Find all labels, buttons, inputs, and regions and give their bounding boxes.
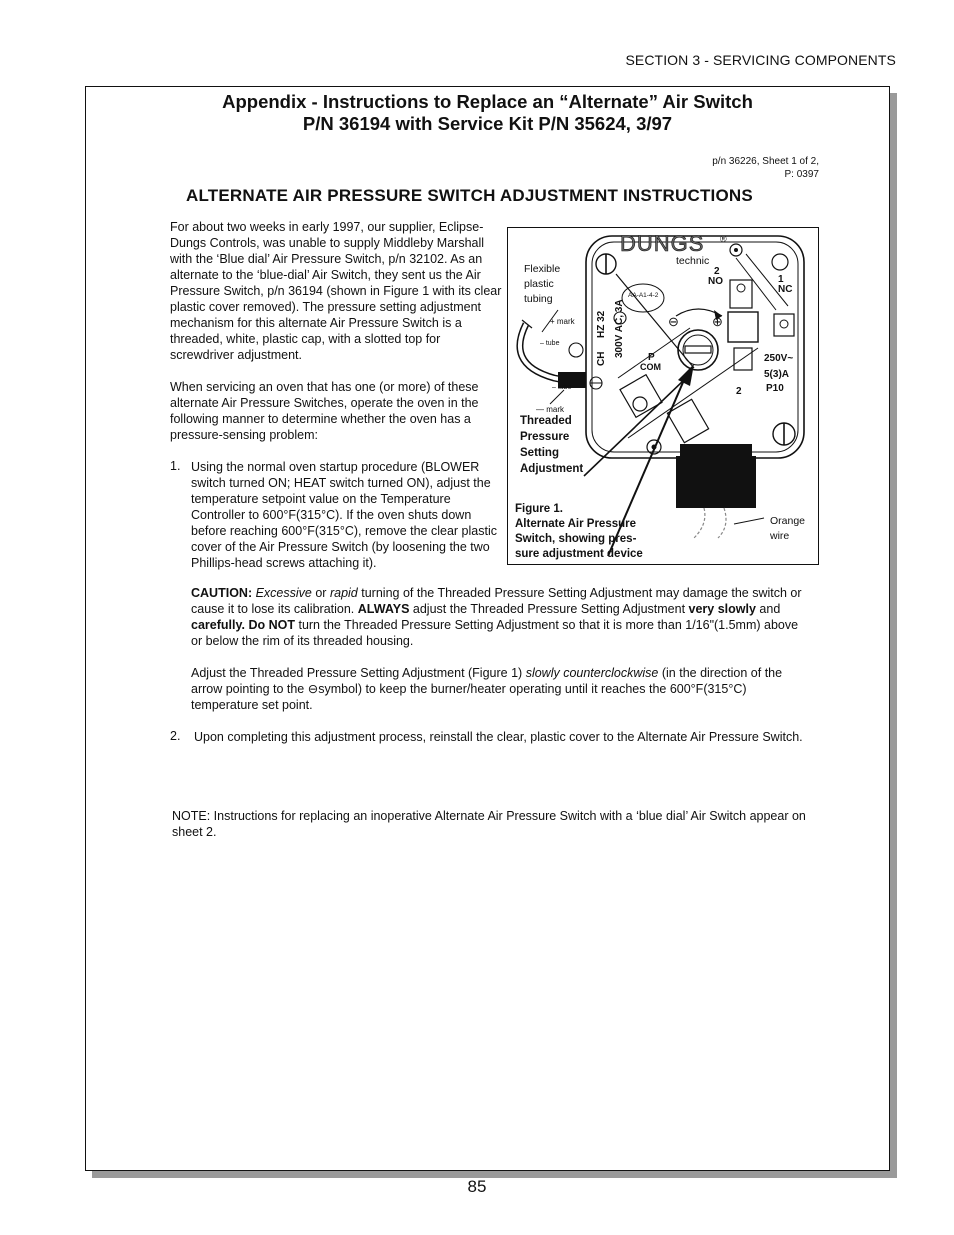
- label-terminal-1: 1: [778, 274, 784, 285]
- caution-or: or: [315, 586, 327, 600]
- step1-text: Using the normal oven startup procedure (BLOWER switch turned ON; HEAT switch turned ON), adjust the temperature setpoint value on the Temperature Controller to 600°F(315°C). If the oven shuts down before reaching 600°F(315°C), remove the clear plastic cover of the Air Pressure Switch (by loosening the two Phillips-head screws attaching it).: [191, 460, 497, 570]
- label-tubing: tubing: [524, 293, 553, 305]
- step2-text: Upon completing this adjustment process, reinstall the clear, plastic cover to the Alternate Air Pressure Switch.: [194, 730, 803, 744]
- caution-rapid: rapid: [329, 586, 358, 600]
- caution-text-b: adjust the Threaded Pressure Setting Adjustment: [412, 602, 686, 616]
- label-adjustment: Adjustment: [520, 463, 584, 475]
- registered-mark: ®: [720, 234, 727, 244]
- figure-caption: [515, 502, 643, 562]
- doc-ref-line1: p/n 36226, Sheet 1 of 2,: [712, 156, 819, 167]
- label-tube-bottom: – tube: [552, 384, 572, 391]
- caption-line1: Figure 1.: [515, 503, 563, 515]
- plus-icon: ⊕: [712, 314, 723, 329]
- brand-sub: technic: [676, 255, 710, 267]
- caption-line3: Switch, showing pres-: [515, 533, 637, 545]
- minus-icon: ⊖: [668, 314, 679, 329]
- label-threaded: Threaded: [520, 415, 572, 427]
- dungs-logo: DUNGS: [620, 231, 705, 256]
- caution-text-c: turn the Threaded Pressure Setting Adjustment so that it is more than 1/16"(1.5mm) above or below the rim of its threaded housing.: [191, 618, 799, 648]
- caution-and: and: [759, 602, 781, 616]
- label-tube-top: – tube: [540, 340, 560, 347]
- label-dash-2: 2: [736, 386, 742, 397]
- label-53a: 5(3)A: [764, 369, 790, 380]
- step1-number: 1.: [170, 459, 181, 473]
- caution-very-slowly: very slowly: [688, 602, 756, 616]
- caution-excessive: Excessive: [255, 586, 312, 600]
- label-terminal-com: COM: [640, 362, 661, 372]
- label-minus-mark: — mark: [536, 405, 564, 414]
- label-250v: 250V~: [764, 353, 794, 364]
- section-header: SECTION 3 - SERVICING COMPONENTS: [625, 52, 896, 68]
- caution-text-a: turning of the Threaded Pressure Setting Adjustment may damage the switch or cause it to lose its calibration.: [191, 586, 802, 616]
- adjust-text-b: (in the direction of the arrow pointing to the: [191, 666, 783, 696]
- caption-line2: Alternate Air Pressure: [515, 518, 637, 530]
- label-ch: CH: [596, 351, 607, 366]
- caution-label: CAUTION:: [191, 586, 253, 600]
- screw-top-right: [772, 254, 788, 270]
- label-p10: P10: [766, 383, 784, 394]
- label-terminal-no: NO: [708, 276, 723, 287]
- caution-always: ALWAYS: [357, 602, 410, 616]
- page-number: 85: [467, 1177, 487, 1196]
- page-frame: [85, 86, 890, 1171]
- terminal-block: [728, 312, 758, 342]
- adjust-italic: slowly counterclockwise: [525, 666, 659, 680]
- label-voltage: 300V AC, 3A: [614, 299, 625, 358]
- step2-number: 2.: [170, 729, 181, 743]
- label-terminal-p: P: [648, 352, 655, 363]
- servicing-paragraph: When servicing an oven that has one (or more) of these alternate Air Pressure Switches, operate the oven in the following manner to determine whether the oven has a pressure-sensing problem:: [170, 380, 479, 442]
- wire-connector-block: [676, 456, 756, 508]
- adjust-text-a: Adjust the Threaded Pressure Setting Adjustment (Figure 1): [191, 666, 523, 680]
- main-title: ALTERNATE AIR PRESSURE SWITCH ADJUSTMENT INSTRUCTIONS: [186, 186, 753, 205]
- label-rating: AA-A1-4-2: [628, 292, 659, 299]
- caution-do-not: Do NOT: [248, 618, 295, 632]
- caption-line4: sure adjustment device: [515, 548, 643, 560]
- doc-ref-line2: P: 0397: [784, 169, 819, 180]
- label-plastic: plastic: [524, 278, 554, 290]
- caution-paragraph: [191, 585, 811, 649]
- label-wire: wire: [770, 530, 790, 542]
- label-plus-mark: + mark: [550, 317, 575, 326]
- label-pressure: Pressure: [520, 431, 570, 443]
- adjust-text-c: symbol) to keep the burner/heater operating until it reaches the 600°F(315°C) temperature set point.: [191, 682, 747, 712]
- minus-symbol-icon: ⊖: [307, 682, 319, 696]
- orange-wire: [694, 508, 705, 538]
- terminal-nc: [774, 314, 794, 336]
- label-orange: Orange: [770, 515, 806, 527]
- label-setting: Setting: [520, 447, 559, 459]
- caution-carefully: carefully.: [191, 618, 245, 632]
- cap-slot: [685, 346, 711, 353]
- document-reference: [712, 155, 819, 181]
- appendix-title-line2: P/N 36194 with Service Kit P/N 35624, 3/97: [302, 113, 673, 134]
- figure-1: [507, 227, 819, 565]
- appendix-title-line1: Appendix - Instructions to Replace an “Alternate” Air Switch: [222, 91, 753, 112]
- intro-paragraph: For about two weeks in early 1997, our supplier, Eclipse-Dungs Controls, was unable to supply Middleby Marshall with the ‘Blue dial’ Air Pressure Switch, p/n 32102. As an alternate to the ‘blue-dial’ Air Switch, they sent us the Air Pressure Switch, p/n 36194 (shown in Figure 1 with its clear plastic cover removed). The pressure setting adjustment mechanism for this alternate Air Pressure Switch is a threaded, white, plastic cap, with a slotted top for screwdriver adjustment.: [170, 220, 502, 362]
- label-terminal-nc: NC: [778, 284, 793, 295]
- adjust-paragraph: [191, 665, 816, 713]
- label-terminal-2: 2: [714, 266, 720, 277]
- note-paragraph: NOTE: Instructions for replacing an inoperative Alternate Air Pressure Switch with a ‘blue dial’ Air Switch appear on sheet 2.: [172, 809, 806, 839]
- label-flexible: Flexible: [524, 263, 561, 275]
- label-hz: HZ 32: [596, 310, 607, 338]
